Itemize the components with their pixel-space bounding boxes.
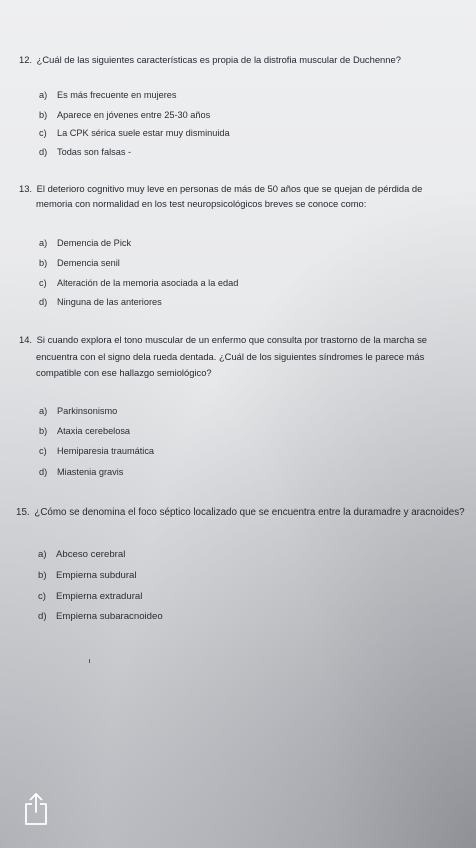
- option-letter: d): [39, 467, 48, 477]
- option-text: La CPK sérica suele estar muy disminuida: [57, 128, 230, 138]
- question-text-line: memoria con normalidad en los test neuropsicológicos breves se conoce como:: [36, 198, 367, 209]
- option-text: Demencia senil: [57, 258, 120, 268]
- option-text: Alteración de la memoria asociada a la edad: [57, 278, 239, 288]
- option-12-c: [39, 127, 230, 139]
- option-letter: a): [39, 238, 48, 248]
- question-number: 13.: [19, 183, 33, 194]
- option-15-c: [38, 591, 142, 603]
- option-12-b: [39, 109, 210, 121]
- option-text: Empierna subaracnoideo: [56, 611, 163, 622]
- question-number: 15.: [16, 507, 30, 518]
- question-13-stem-cont: [36, 196, 366, 211]
- question-text-line: encuentra con el signo dela rueda dentada. ¿Cuál de los siguientes síndromes le parece más: [36, 351, 425, 362]
- option-text: Demencia de Pick: [57, 238, 132, 248]
- option-letter: b): [39, 110, 48, 120]
- question-14-stem: [19, 332, 427, 347]
- option-letter: c): [39, 128, 47, 138]
- option-letter: b): [39, 258, 48, 268]
- option-letter: d): [39, 297, 48, 307]
- option-14-a: [39, 405, 117, 417]
- question-text-line: El deterioro cognitivo muy leve en personas de más de 50 años que se quejan de pérdida de: [36, 183, 423, 194]
- share-icon[interactable]: [24, 792, 48, 826]
- ink-speck: [89, 659, 90, 663]
- option-letter: c): [39, 446, 47, 456]
- option-14-b: [39, 425, 130, 437]
- question-number: 12.: [19, 54, 33, 65]
- option-14-d: [39, 466, 123, 478]
- option-text: Hemiparesia traumática: [57, 446, 155, 456]
- option-text: Empierna extradural: [56, 591, 143, 602]
- option-text: Ataxia cerebelosa: [57, 426, 131, 436]
- option-letter: b): [39, 426, 48, 436]
- option-letter: d): [39, 147, 48, 157]
- option-13-c: [39, 277, 238, 289]
- option-letter: b): [38, 570, 47, 581]
- option-13-b: [39, 257, 120, 269]
- question-14-stem-cont-2: [36, 365, 212, 380]
- option-15-a: [38, 549, 125, 561]
- option-text: Ninguna de las anteriores: [57, 297, 162, 307]
- option-letter: c): [39, 278, 47, 288]
- option-text: Aparece en jóvenes entre 25-30 años: [57, 110, 211, 120]
- question-text-line: Si cuando explora el tono muscular de un enfermo que consulta por trastorno de la marcha se: [36, 334, 427, 345]
- option-text: Todas son falsas -: [57, 147, 132, 157]
- question-text-line: ¿Cómo se denomina el foco séptico localizado que se encuentra entre la duramadre y aracnoides?: [34, 507, 465, 518]
- question-13-stem: [19, 181, 422, 196]
- question-14-stem-cont: [36, 349, 424, 364]
- option-12-d: [39, 146, 131, 158]
- question-number: 14.: [19, 334, 33, 345]
- option-letter: a): [39, 406, 48, 416]
- option-text: Parkinsonismo: [57, 406, 118, 416]
- question-12-stem: [19, 52, 401, 67]
- option-letter: c): [38, 591, 46, 602]
- option-13-a: [39, 237, 131, 249]
- option-12-a: [39, 89, 177, 101]
- option-letter: d): [38, 611, 47, 622]
- question-text-line: ¿Cuál de las siguientes características es propia de la distrofia muscular de Duchenne?: [36, 54, 401, 65]
- option-text: Abceso cerebral: [56, 549, 126, 560]
- question-15-stem: [16, 505, 465, 520]
- option-text: Empierna subdural: [56, 570, 137, 581]
- option-15-b: [38, 570, 137, 582]
- share-icon-glyph: [24, 792, 48, 826]
- question-text-line: compatible con ese hallazgo semiológico?: [36, 367, 212, 378]
- option-letter: a): [39, 90, 48, 100]
- option-letter: a): [38, 549, 47, 560]
- option-text: Es más frecuente en mujeres: [57, 90, 177, 100]
- option-13-d: [39, 296, 162, 308]
- option-text: Miastenia gravis: [57, 467, 124, 477]
- option-14-c: [39, 445, 154, 457]
- option-15-d: [38, 611, 163, 623]
